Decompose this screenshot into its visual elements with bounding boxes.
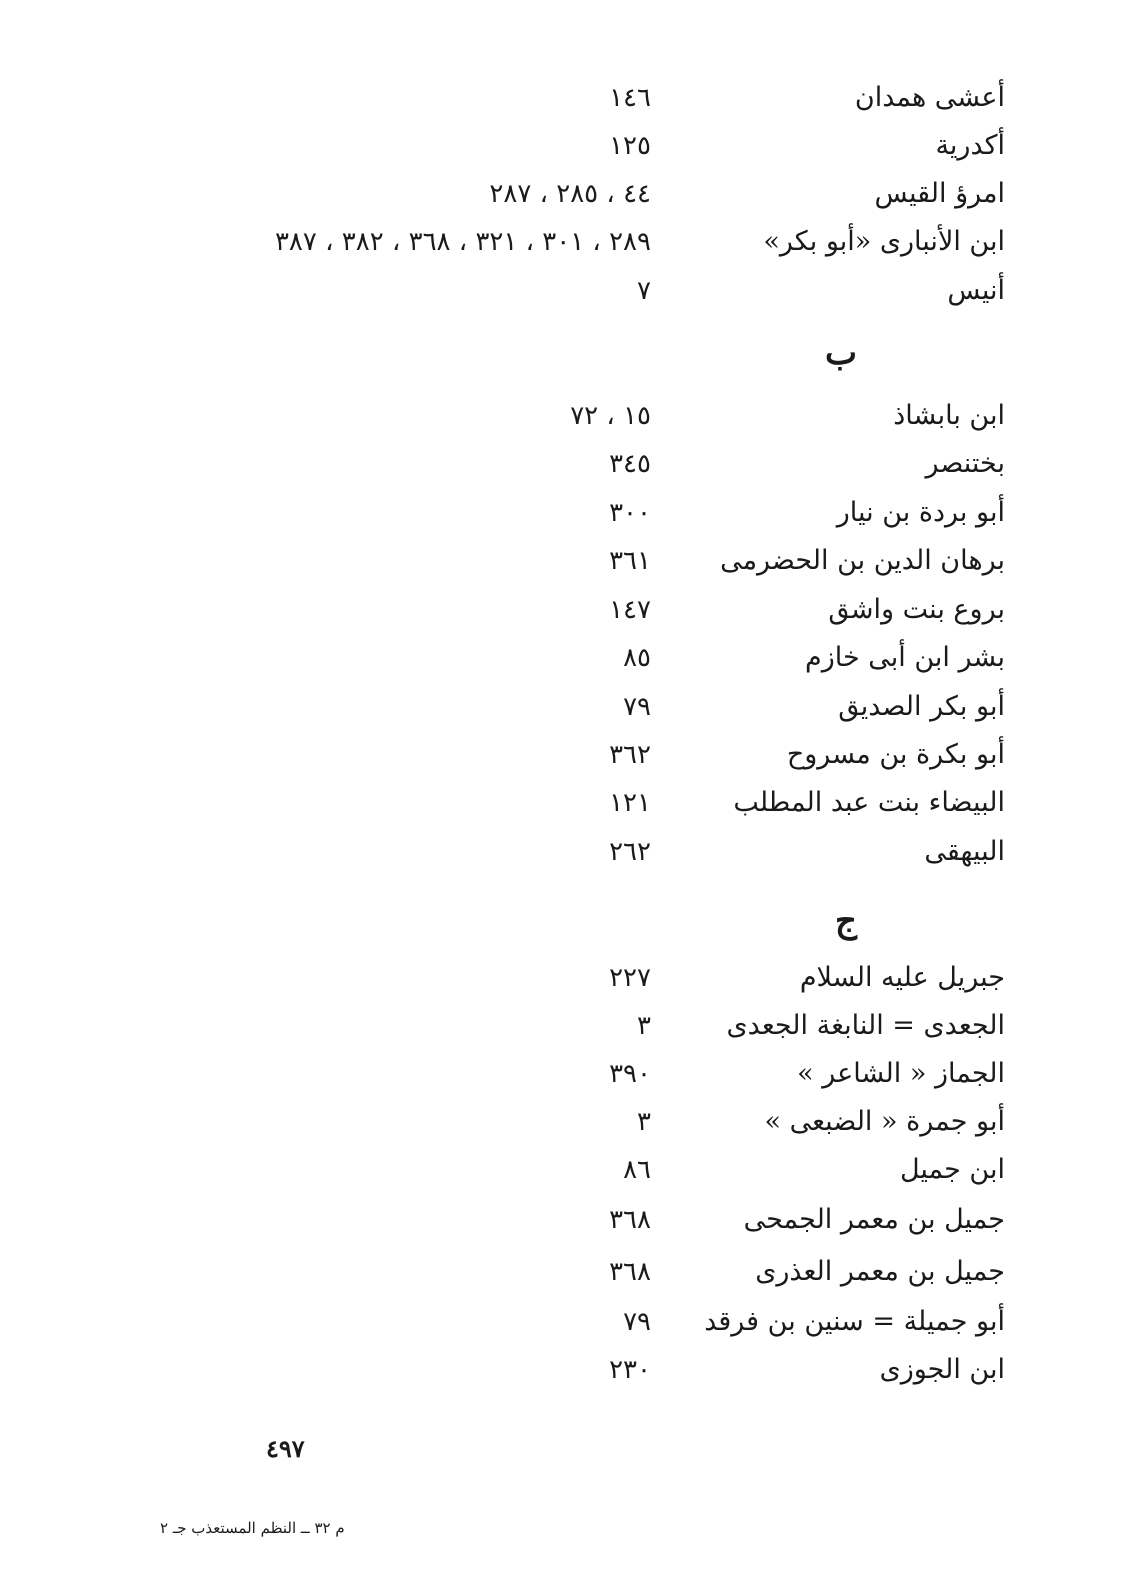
index-entry-pages: ٢٣٠ [609, 1355, 651, 1385]
index-entry-name: برهان الدين بن الحضرمى [720, 545, 1005, 576]
index-entry-pages: ٣٦٢ [609, 740, 651, 770]
index-entry-name: جميل بن معمر العذرى [755, 1256, 1005, 1287]
index-entry-name: الجعدى = النابغة الجعدى [726, 1010, 1005, 1041]
index-entry-pages: ٢٨٩ ، ٣٠١ ، ٣٢١ ، ٣٦٨ ، ٣٨٢ ، ٣٨٧ [274, 227, 651, 257]
index-entry-name: البيهقى [924, 836, 1005, 867]
index-entry-name: أبو جمرة « الضبعى » [764, 1106, 1005, 1137]
index-entry-name: جبريل عليه السلام [799, 962, 1005, 993]
index-entry-name: أنيس [947, 275, 1005, 306]
index-entry-pages: ١٢١ [609, 788, 651, 818]
index-entry-name: ابن جميل [899, 1154, 1005, 1185]
index-entry-name: ابن الجوزى [879, 1354, 1005, 1385]
index-entry-name: أبو بكر الصديق [838, 691, 1005, 722]
index-entry-name: الجماز « الشاعر » [797, 1058, 1005, 1089]
index-entry-name: أبو بردة بن نيار [836, 497, 1005, 528]
index-entry-pages: ٣٩٠ [609, 1059, 651, 1089]
index-entry-pages: ٨٥ [623, 643, 651, 673]
index-entry-pages: ٤٤ ، ٢٨٥ ، ٢٨٧ [489, 179, 651, 209]
index-entry-name: أعشى همدان [854, 82, 1005, 113]
index-entry-name: بروع بنت واشق [828, 594, 1005, 625]
index-entry-pages: ٣٦٨ [609, 1257, 651, 1287]
index-entry-pages: ٧٩ [623, 1307, 651, 1337]
index-entry-pages: ١٥ ، ٧٢ [570, 401, 651, 431]
index-entry-name: أكدرية [935, 130, 1005, 161]
index-entry-pages: ٢٦٢ [609, 837, 651, 867]
index-entry-name: امرؤ القيس [874, 178, 1005, 209]
index-entry-name: ابن الأنبارى «أبو بكر» [763, 226, 1005, 257]
index-entry-name: أبو جميلة = سنين بن فرقد [704, 1306, 1005, 1337]
index-entry-pages: ١٤٦ [609, 83, 651, 113]
index-entry-pages: ٣٤٥ [609, 449, 651, 479]
section-letter-heading: ج [835, 901, 857, 941]
footer-signature: م ٣٢ ــ النظم المستعذب جـ ٢ [160, 1519, 345, 1537]
index-entry-pages: ١٤٧ [609, 595, 651, 625]
section-letter-heading: ب [824, 333, 857, 373]
index-entry-name: ابن بابشاذ [893, 400, 1005, 431]
index-entry-name: أبو بكرة بن مسروح [786, 739, 1005, 770]
index-entry-pages: ٣٠٠ [609, 498, 651, 528]
index-entry-pages: ٣٦٨ [609, 1205, 651, 1235]
index-entry-pages: ٧ [637, 276, 651, 306]
index-entry-pages: ٣٦١ [609, 546, 651, 576]
index-entry-pages: ٨٦ [623, 1155, 651, 1185]
index-entry-pages: ٣ [637, 1011, 651, 1041]
index-entry-name: بشر ابن أبى خازم [804, 642, 1005, 673]
index-entry-pages: ١٢٥ [609, 131, 651, 161]
index-entry-pages: ٧٩ [623, 692, 651, 722]
index-entry-pages: ٢٢٧ [609, 963, 651, 993]
index-entry-pages: ٣ [637, 1107, 651, 1137]
index-entry-name: البيضاء بنت عبد المطلب [733, 787, 1005, 818]
index-entry-name: بختنصر [925, 448, 1005, 479]
index-entry-name: جميل بن معمر الجمحى [743, 1204, 1005, 1235]
page-number: ٤٩٧ [266, 1434, 305, 1463]
